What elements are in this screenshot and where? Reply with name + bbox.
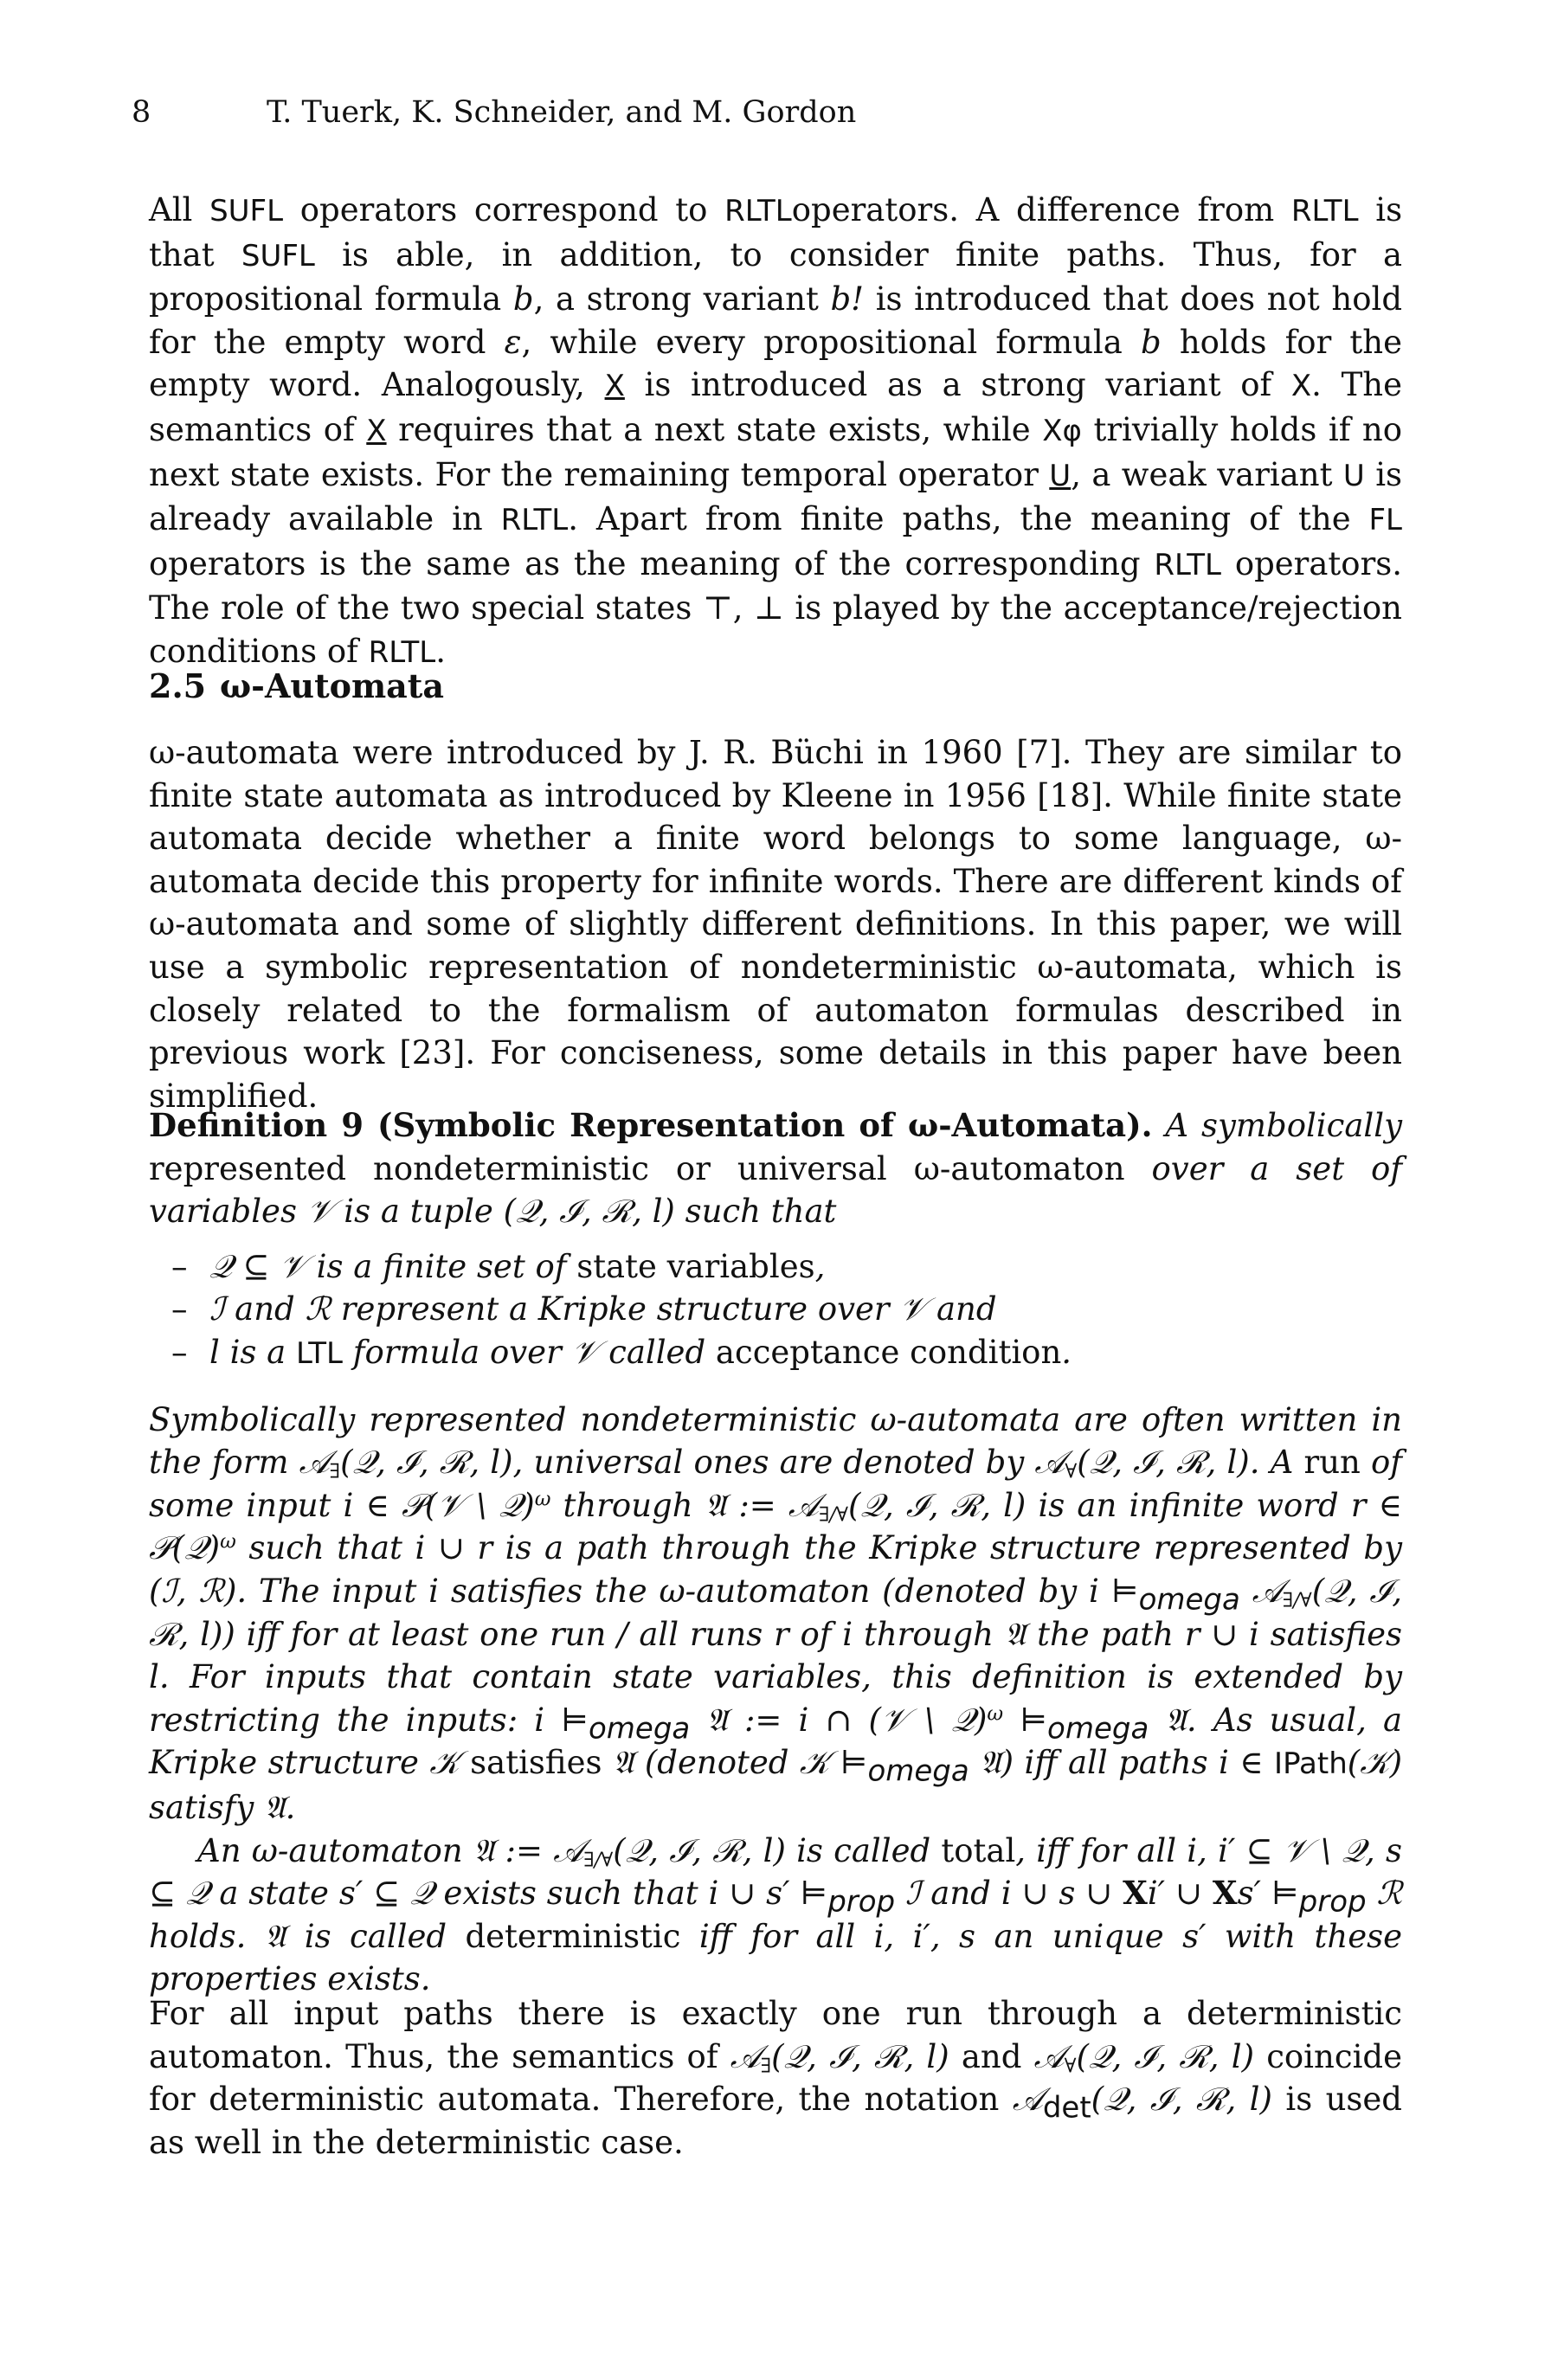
final-paragraph: For all input paths there is exactly one run through a deterministic automaton. Thus, the semantics of 𝒜$_\exists$(𝒬, ℐ, ℛ, l) and 𝒜$_\forall$(𝒬, ℐ, ℛ, l) coincide for deterministic automata. Therefore, the notation 𝒜$_{det}$(𝒬, ℐ, ℛ, l) is used as well in the deterministic case. — [149, 1995, 1402, 2161]
section-heading — [149, 665, 1402, 708]
page-number: 8 — [132, 95, 151, 130]
definition-heading: Definition 9 (Symbolic Representation of ω-Automata). — [149, 1106, 1153, 1144]
section-number: 2.5 — [149, 666, 207, 705]
definition-items — [149, 1245, 1402, 1376]
list-item: – 𝒬 ⊆ 𝒱 is a finite set of state variables, — [149, 1245, 1402, 1289]
list-item: – ℐ and ℛ represent a Kripke structure over 𝒱 and — [149, 1288, 1402, 1331]
list-item: – l is a LTL formula over 𝒱 called acceptance condition. — [149, 1331, 1402, 1376]
definition-body: Symbolically represented nondeterministic ω-automata are often written in the form 𝒜$_\exists$(𝒬, ℐ, ℛ, l), universal ones are denoted by 𝒜$_\forall$(𝒬, ℐ, ℛ, l). A run of some input i ∈ 𝒫(𝒱 \ 𝒬)$^\omega$ through 𝔄 := 𝒜$_{\exists/\forall}$(𝒬, ℐ, ℛ, l) is an infinite word r ∈ 𝒫(𝒬)$^\omega$ such that i ∪ r is a path through the Kripke structure represented by (ℐ, ℛ). The input i satisfies the ω-automaton (denoted by i $⊨_{omega}$ 𝒜$_{\exists/\forall}$(𝒬, ℐ, ℛ, l)) iff for at least one run / all runs r of i through 𝔄 the path r ∪ i satisfies l. For inputs that contain state variables, this definition is extended by restricting the inputs: i $⊨_{omega}$ 𝔄 := i ∩ (𝒱 \ 𝒬)$^\omega$ $⊨_{omega}$ 𝔄. As usual, a Kripke structure 𝒦 satisfies 𝔄 (denoted 𝒦 $⊨_{omega}$ 𝔄) iff all paths i ∈ IPath(𝒦) satisfy 𝔄. — [149, 1400, 1403, 1826]
running-authors: T. Tuerk, K. Schneider, and M. Gordon — [267, 95, 857, 130]
intro-paragraph: All SUFL operators correspond to RLTLoperators. A difference from RLTL is that SUFL is able, in addition, to consider finite paths. Thus, for a propositional formula b, a strong variant b! is introduced that does not hold for the empty word ε, while every propositional formula b holds for the empty word. Analogously, X is introduced as a strong variant of X. The semantics of X requires that a next state exists, while Xφ trivially holds if no next state exists. For the remaining temporal operator U, a weak variant U is already available in RLTL. Apart from finite paths, the meaning of the FL operators is the same as the meaning of the corresponding RLTL operators. The role of the two special states ⊤, ⊥ is played by the acceptance/rejection conditions of RLTL. — [149, 191, 1403, 670]
automata-intro-paragraph: ω-automata were introduced by J. R. Büchi in 1960 [7]. They are similar to finite state automata as introduced by Kleene in 1956 [18]. While finite state automata decide whether a finite word belongs to some language, ω-automata decide this property for infinite words. There are different kinds of ω-automata and some of slightly different definitions. In this paper, we will use a symbolic representation of nondeterministic ω-automata, which is closely related to the formalism of automaton formulas described in previous work [23]. For conciseness, some details in this paper have been simplified. — [149, 734, 1402, 1115]
section-title: ω-Automata — [220, 666, 444, 705]
definition-body-2: An ω-automaton 𝔄 := 𝒜$_{\exists/\forall}$(𝒬, ℐ, ℛ, l) is called total, iff for all i, i′ ⊆ 𝒱 \ 𝒬, s ⊆ 𝒬 a state s′ ⊆ 𝒬 exists such that i ∪ s′ $⊨_{prop}$ ℐ and i ∪ s ∪ Xi′ ∪ Xs′ $⊨_{prop}$ ℛ holds. 𝔄 is called deterministic iff for all i, i′, s an unique s′ with these properties exists. — [149, 1831, 1403, 1998]
definition-9: Definition 9 (Symbolic Representation of ω-Automata). A symbolically represented nondeterministic or universal ω-automaton over a set of variables 𝒱 is a tuple (𝒬, ℐ, ℛ, l) such that – 𝒬 ⊆ 𝒱 is a finite set of state variables, – ℐ and ℛ represent a Kripke structure over 𝒱 and – l is a LTL formula over 𝒱 called acceptance condition. Symbolically represented nondeterministic ω-automata are often written in the form 𝒜$_\exists$(𝒬, ℐ, ℛ, l), universal ones are denoted by 𝒜$_\forall$(𝒬, ℐ, ℛ, l). A run of some input i ∈ 𝒫(𝒱 \ 𝒬)$^\omega$ through 𝔄 := 𝒜$_{\exists/\forall}$(𝒬, ℐ, ℛ, l) is an infinite word r ∈ 𝒫(𝒬)$^\omega$ such that i ∪ r is a path through the Kripke structure represented by (ℐ, ℛ). The input i satisfies the ω-automaton (denoted by i $⊨_{omega}$ 𝒜$_{\exists/\forall}$(𝒬, ℐ, ℛ, l)) iff for at least one run / all runs r of i through 𝔄 the path r ∪ i satisfies l. For inputs that contain state variables, this definition is extended by restricting the inputs: i $⊨_{omega}$ 𝔄 := i ∩ (𝒱 \ 𝒬)$^\omega$ $⊨_{omega}$ 𝔄. As usual, a Kripke structure 𝒦 satisfies 𝔄 (denoted 𝒦 $⊨_{omega}$ 𝔄) iff all paths i ∈ IPath(𝒦) satisfy 𝔄. An ω-automaton 𝔄 := 𝒜$_{\exists/\forall}$(𝒬, ℐ, ℛ, l) is called total, iff for all i, i′ ⊆ 𝒱 \ 𝒬, s ⊆ 𝒬 a state s′ ⊆ 𝒬 exists such that i ∪ s′ $⊨_{prop}$ ℐ and i ∪ s ∪ Xi′ ∪ Xs′ $⊨_{prop}$ ℛ holds. 𝔄 is called deterministic iff for all i, i′, s an unique s′ with these properties exists. — [149, 1104, 1402, 2001]
